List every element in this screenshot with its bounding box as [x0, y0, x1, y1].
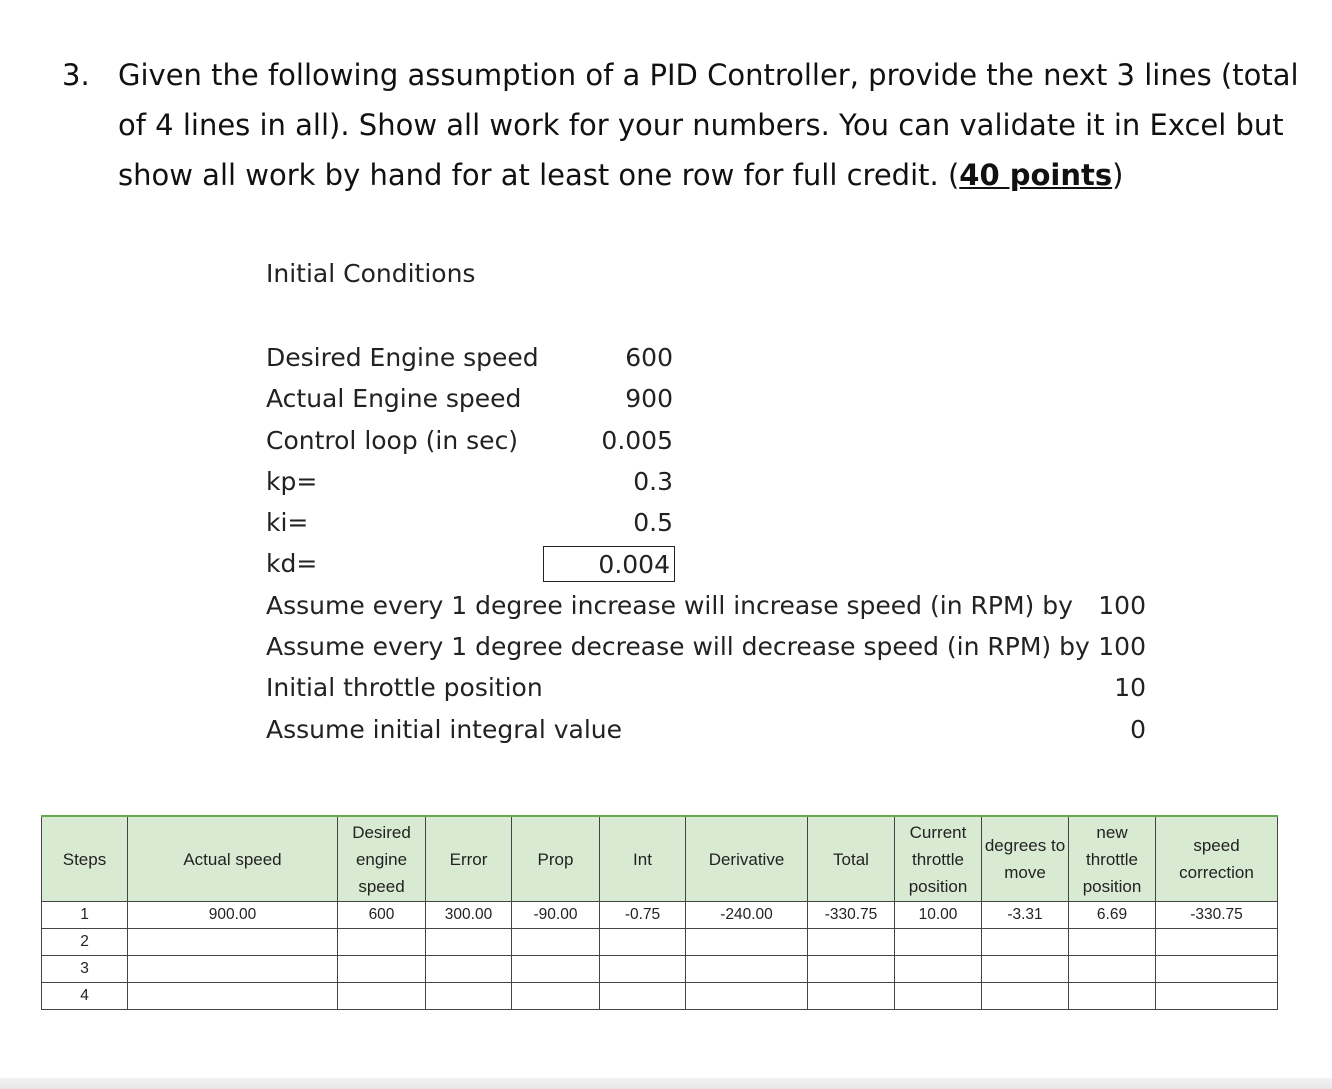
assume-row-throttle [266, 667, 1156, 708]
selected-cell-kd-value[interactable]: 0.004 [543, 546, 675, 582]
column-header-current-throttle-position: Current throttle position [895, 816, 982, 902]
table-cell[interactable] [1156, 929, 1278, 956]
param-value: 600 [625, 343, 673, 372]
table-cell[interactable] [512, 929, 600, 956]
table-cell[interactable] [895, 983, 982, 1010]
table-cell[interactable]: 1 [42, 902, 128, 929]
question-block [62, 50, 1302, 200]
column-header-error: Error [426, 816, 512, 902]
initial-conditions-list [266, 337, 1166, 750]
param-value: 0.5 [633, 508, 673, 538]
table-cell[interactable]: -90.00 [512, 902, 600, 929]
column-header-int: Int [600, 816, 686, 902]
table-cell[interactable]: 3 [42, 956, 128, 983]
assume-value: 0 [1130, 714, 1146, 744]
table-cell[interactable]: -0.75 [600, 902, 686, 929]
table-cell[interactable] [686, 956, 808, 983]
table-cell[interactable] [512, 956, 600, 983]
table-cell[interactable] [1156, 956, 1278, 983]
table-cell[interactable] [982, 929, 1069, 956]
table-row [42, 983, 1278, 1010]
param-value: 0.3 [633, 466, 673, 496]
table-cell[interactable] [128, 956, 338, 983]
table-cell[interactable] [1069, 983, 1156, 1010]
table-cell[interactable]: 900.00 [128, 902, 338, 929]
table-header-row [42, 816, 1278, 902]
assume-row-integral [266, 709, 1156, 750]
assume-value: 10 [1114, 673, 1146, 703]
table-cell[interactable] [982, 956, 1069, 983]
table-cell[interactable] [808, 956, 895, 983]
table-cell[interactable] [1069, 929, 1156, 956]
param-label: kp= [266, 466, 318, 496]
assume-label: Assume initial integral value [266, 714, 622, 744]
assume-value: 100 [1098, 632, 1146, 662]
table-cell[interactable] [1069, 956, 1156, 983]
table-cell[interactable] [128, 983, 338, 1010]
param-label: ki= [266, 508, 309, 538]
param-row-kp [266, 461, 1166, 502]
table-cell[interactable] [982, 983, 1069, 1010]
table-cell[interactable] [426, 956, 512, 983]
question-text: Given the following assumption of a PID Controller, provide the next 3 lines (total of 4 lines in all). Show all work for your numbers. You can validate it in Excel but show all work by hand for at least one row for full credit. ( [118, 58, 1299, 192]
initial-conditions-title: Initial Conditions [266, 259, 476, 288]
param-label: kd= [266, 549, 318, 579]
column-header-derivative: Derivative [686, 816, 808, 902]
table-cell[interactable] [1156, 983, 1278, 1010]
question-close-paren: ) [1112, 158, 1124, 192]
table-cell[interactable] [600, 983, 686, 1010]
param-row-actual-speed [266, 378, 1166, 419]
table-cell[interactable]: 10.00 [895, 902, 982, 929]
table-cell[interactable] [426, 929, 512, 956]
table-cell[interactable]: -330.75 [808, 902, 895, 929]
param-label: Control loop (in sec) [266, 425, 519, 455]
table-cell[interactable] [686, 983, 808, 1010]
table-cell[interactable] [808, 929, 895, 956]
column-header-new-throttle-position: new throttle position [1069, 816, 1156, 902]
assume-row-increase [266, 585, 1156, 626]
table-cell[interactable] [128, 929, 338, 956]
param-row-kd [266, 543, 1166, 584]
param-value: 0.005 [601, 425, 673, 455]
table-cell[interactable]: -3.31 [982, 902, 1069, 929]
param-label: Desired Engine speed [266, 343, 539, 372]
param-row-ki [266, 502, 1166, 543]
column-header-total: Total [808, 816, 895, 902]
column-header-prop: Prop [512, 816, 600, 902]
question-text-container [118, 50, 1302, 200]
assume-label: Assume every 1 degree increase will increase speed (in RPM) by [266, 590, 1073, 620]
param-value: 900 [625, 384, 673, 414]
table-cell[interactable]: 600 [338, 902, 426, 929]
assume-label: Assume every 1 degree decrease will decrease speed (in RPM) by [266, 632, 1090, 662]
table-cell[interactable]: 6.69 [1069, 902, 1156, 929]
table-row [42, 929, 1278, 956]
param-row-control-loop [266, 420, 1166, 461]
bottom-edge-shadow [0, 1078, 1332, 1089]
pid-results-table [41, 815, 1278, 1010]
table-cell[interactable]: 4 [42, 983, 128, 1010]
column-header-steps: Steps [42, 816, 128, 902]
question-points: 40 points [959, 158, 1113, 192]
table-cell[interactable] [686, 929, 808, 956]
table-cell[interactable] [600, 929, 686, 956]
param-label: Actual Engine speed [266, 384, 522, 414]
column-header-speed-correction: speed correction [1156, 816, 1278, 902]
param-row-desired-speed [266, 337, 1166, 378]
column-header-desired-engine-speed: Desired engine speed [338, 816, 426, 902]
table-cell[interactable] [512, 983, 600, 1010]
assume-value: 100 [1098, 590, 1146, 620]
table-cell[interactable]: -240.00 [686, 902, 808, 929]
table-cell[interactable] [895, 929, 982, 956]
table-cell[interactable]: 2 [42, 929, 128, 956]
table-cell[interactable] [895, 956, 982, 983]
assume-label: Initial throttle position [266, 673, 543, 703]
question-number: 3. [62, 58, 90, 92]
table-row [42, 902, 1278, 929]
assume-row-decrease [266, 626, 1156, 667]
table-cell[interactable] [338, 929, 426, 956]
column-header-degrees-to-move: degrees to move [982, 816, 1069, 902]
column-header-actual-speed: Actual speed [128, 816, 338, 902]
table-cell[interactable] [426, 983, 512, 1010]
table-cell[interactable] [338, 983, 426, 1010]
table-cell[interactable]: -330.75 [1156, 902, 1278, 929]
table-cell[interactable] [600, 956, 686, 983]
table-row [42, 956, 1278, 983]
table-cell[interactable] [808, 983, 895, 1010]
table-cell[interactable] [338, 956, 426, 983]
table-cell[interactable]: 300.00 [426, 902, 512, 929]
